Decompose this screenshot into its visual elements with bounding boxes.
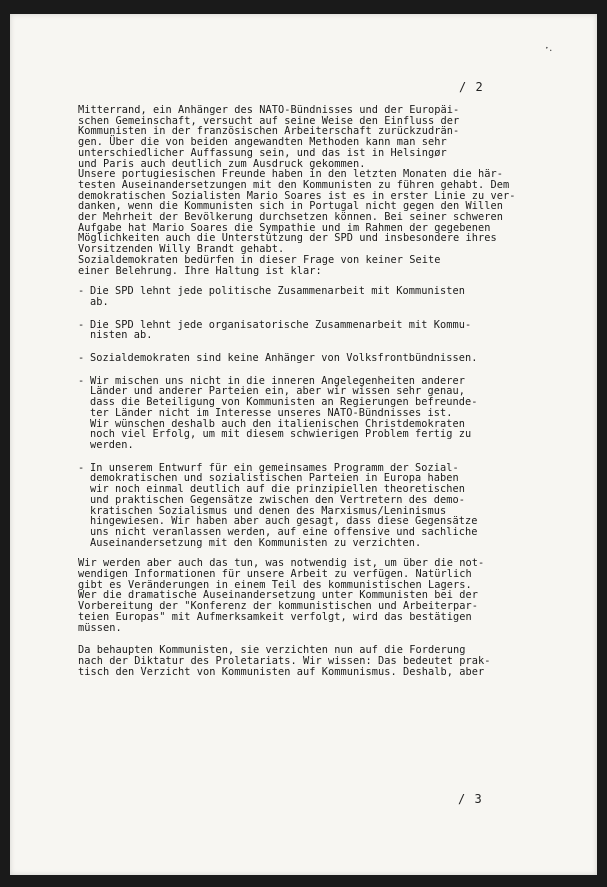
text-line: gen. Über die von beiden angewandten Methoden kann man sehr	[78, 136, 447, 149]
paragraph-information	[78, 558, 558, 633]
bullet-text	[78, 376, 558, 451]
text-line: Möglichkeiten auch die Unterstützung der SPD und insbesondere ihres	[78, 232, 497, 245]
bullet-list	[78, 286, 558, 548]
bullet-line: Wir mischen uns nicht in die inneren Angelegenheiten anderer	[90, 374, 465, 387]
bullet-item	[78, 353, 558, 364]
scan-speck: ·‧	[540, 42, 555, 57]
bullet-line: ter Länder nicht im Interesse unseres NATO-Bündnisses ist.	[90, 406, 453, 419]
bullet-item	[78, 376, 558, 451]
text-line: Vorbereitung der "Konferenz der kommunistischen und Arbeiterpar-	[78, 600, 478, 613]
page-number-header: / 2	[459, 80, 484, 94]
bullet-dash: -	[78, 374, 85, 387]
bullet-line: noch viel Erfolg, um mit diesem schwierigen Problem fertig zu	[90, 428, 472, 441]
text-line: Aufgabe hat Mario Soares die Sympathie und im Rahmen der gegebenen	[78, 221, 491, 234]
text-line: teien Europas" mit Aufmerksamkeit verfolgt, wird das bestätigen	[78, 610, 472, 623]
bullet-dash: -	[78, 285, 85, 298]
bullet-line: Länder und anderer Parteien ein, aber wir wissen sehr genau,	[90, 385, 465, 398]
page-number-footer: / 3	[458, 792, 483, 806]
paragraph-dictatorship	[78, 645, 558, 677]
bullet-dash: -	[78, 352, 85, 365]
text-line: unterschiedlicher Auffassung sein, und das ist in Helsingør	[78, 146, 447, 159]
bullet-line: kratischen Sozialismus und denen des Marxismus/Leninismus	[90, 504, 447, 517]
text-line: der Mehrheit der Bevölkerung durchsetzen können. Bei seiner schweren	[78, 211, 503, 224]
text-line: schen Gemeinschaft, versucht auf seine Weise den Einfluss der	[78, 114, 460, 127]
bullet-line: Sozialdemokraten sind keine Anhänger von Volksfrontbündnissen.	[90, 352, 478, 365]
bullet-text	[78, 463, 558, 549]
text-line: Kommunisten in der französischen Arbeiterschaft zurückzudrän-	[78, 125, 460, 138]
text-line: wendigen Informationen für unsere Arbeit zu verfügen. Natürlich	[78, 568, 472, 581]
bullet-line: Auseinandersetzung mit den Kommunisten zu verzichten.	[90, 536, 422, 549]
bullet-line: und praktischen Gegensätze zwischen den Vertretern des demo-	[90, 493, 465, 506]
bullet-dash: -	[78, 318, 85, 331]
bullet-line: ab.	[90, 295, 109, 308]
text-line: Mitterrand, ein Anhänger des NATO-Bündnisses und der Europäi-	[78, 104, 460, 116]
bullet-line: Die SPD lehnt jede politische Zusammenarbeit mit Kommunisten	[90, 285, 465, 298]
document-page	[10, 14, 597, 875]
text-line: Wer die dramatische Auseinandersetzung unter Kommunisten bei der	[78, 589, 478, 602]
bullet-line: Die SPD lehnt jede organisatorische Zusammenarbeit mit Kommu-	[90, 318, 472, 331]
bullet-dash: -	[78, 461, 85, 474]
document-body	[78, 105, 558, 677]
bullet-line: Wir wünschen deshalb auch den italienischen Christdemokraten	[90, 417, 465, 430]
text-line: testen Auseinandersetzungen mit den Kommunisten zu führen gehabt. Dem	[78, 178, 510, 191]
bullet-text	[78, 353, 558, 364]
intro-paragraph	[78, 105, 558, 276]
text-line: Sozialdemokraten bedürfen in dieser Frage von keiner Seite	[78, 253, 441, 266]
text-line: Da behaupten Kommunisten, sie verzichten nun auf die Forderung	[78, 644, 466, 657]
bullet-text	[78, 320, 558, 341]
text-line: demokratischen Sozialisten Mario Soares ist es in erster Linie zu ver-	[78, 189, 516, 202]
bullet-item	[78, 320, 558, 341]
text-line: Vorsitzenden Willy Brandt gehabt.	[78, 243, 285, 256]
text-line: tisch den Verzicht von Kommunisten auf Kommunismus. Deshalb, aber	[78, 665, 485, 678]
bullet-line: wir noch einmal deutlich auf die prinzipiellen theoretischen	[90, 483, 465, 496]
bullet-line: In unserem Entwurf für ein gemeinsames Programm der Sozial-	[90, 461, 459, 474]
text-line: danken, wenn die Kommunisten sich in Portugal nicht gegen den Willen	[78, 200, 503, 213]
bullet-line: demokratischen und sozialistischen Parteien in Europa haben	[90, 472, 459, 485]
bullet-line: dass die Beteiligung von Kommunisten an Regierungen befreunde-	[90, 396, 478, 409]
text-line: nach der Diktatur des Proletariats. Wir wissen: Das bedeutet prak-	[78, 654, 491, 667]
text-line: Wir werden aber auch das tun, was notwendig ist, um über die not-	[78, 557, 485, 570]
bullet-item	[78, 463, 558, 549]
bullet-line: nisten ab.	[90, 329, 153, 342]
bullet-line: werden.	[90, 438, 134, 451]
text-line: gibt es Veränderungen in einem Teil des kommunistischen Lagers.	[78, 578, 472, 591]
bullet-line: hingewiesen. Wir haben aber auch gesagt, dass diese Gegensätze	[90, 515, 478, 528]
bullet-item	[78, 286, 558, 307]
text-line: Unsere portugiesischen Freunde haben in den letzten Monaten die här-	[78, 168, 503, 181]
bullet-text	[78, 286, 558, 307]
text-line: einer Belehrung. Ihre Haltung ist klar:	[78, 264, 322, 277]
bullet-line: uns nicht veranlassen werden, auf eine offensive und sachliche	[90, 525, 478, 538]
text-line: müssen.	[78, 621, 122, 634]
text-line: und Paris auch deutlich zum Ausdruck gekommen.	[78, 157, 366, 170]
